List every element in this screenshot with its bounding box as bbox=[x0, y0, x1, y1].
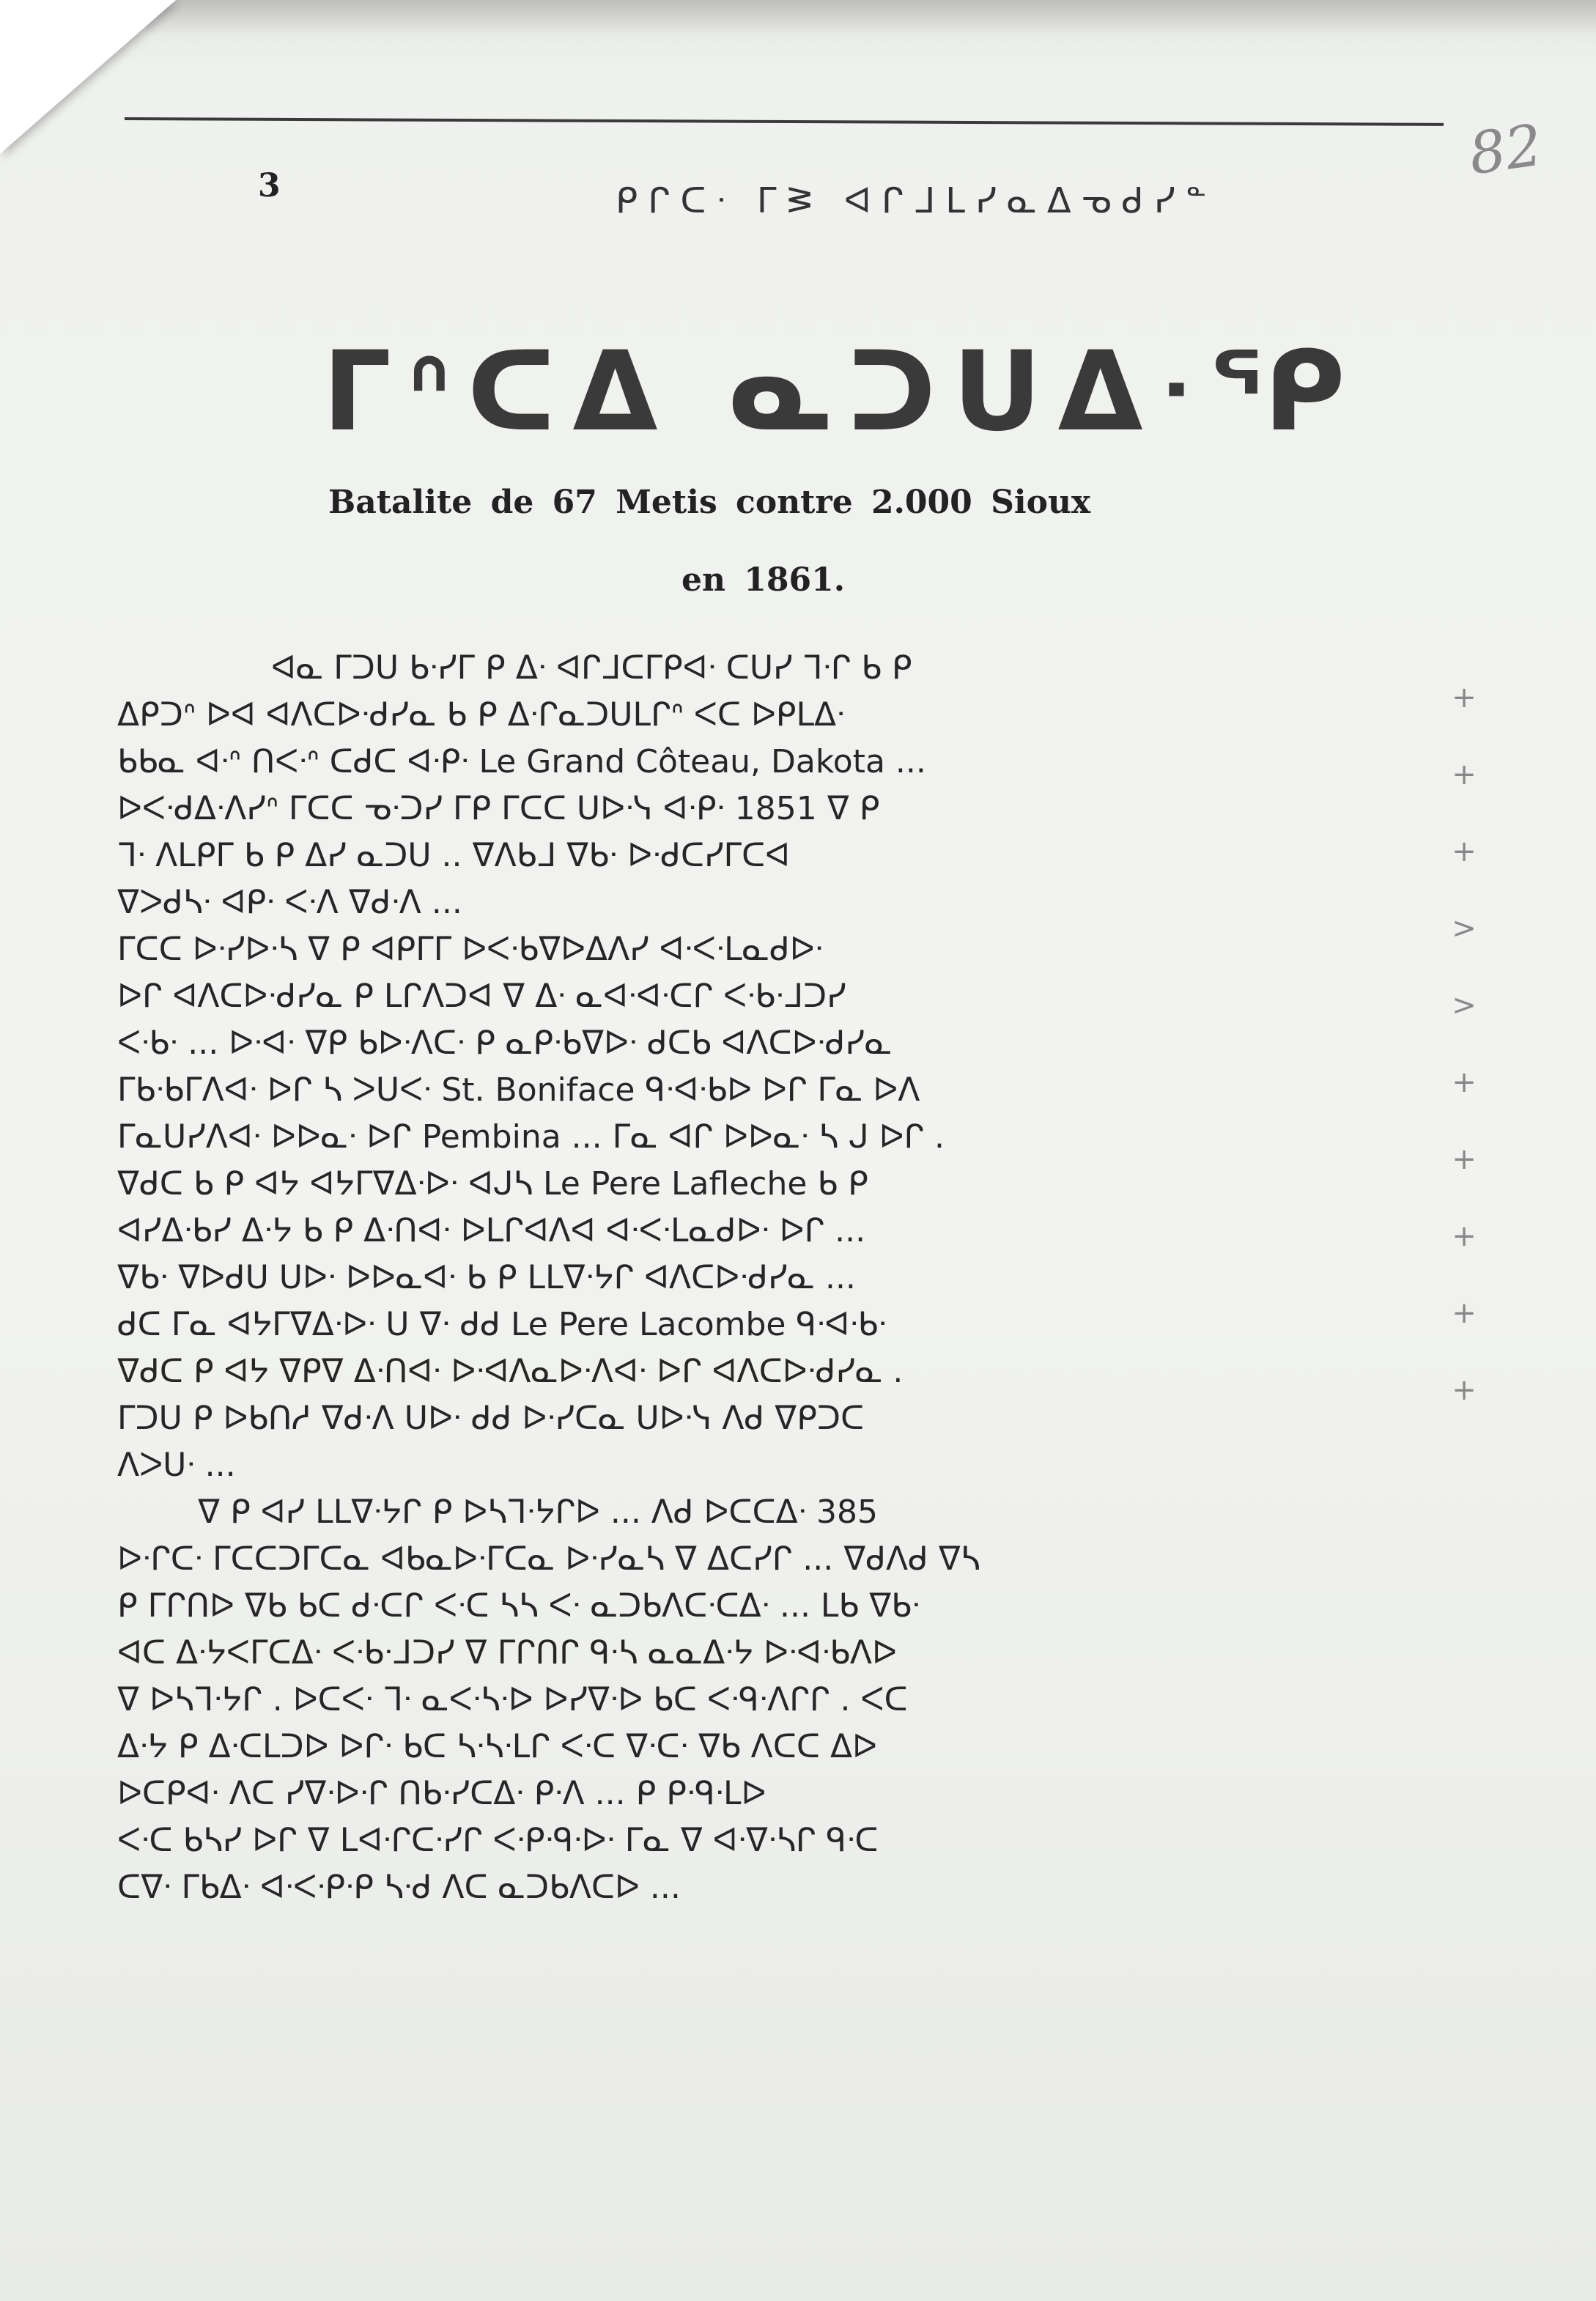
scan-shadow bbox=[147, 0, 1596, 37]
text-line: ᐅᑕᑭᐊᐧ ᐱᑕ ᓯᐁᐧᐅᐧᒋ ᑎᑲᐧᓯᑕᐃᐧ ᑭᐧᐱ ... ᑭ ᑭᐧᑫᐧᒪᐅ bbox=[117, 1775, 766, 1812]
text-line: ᐊᓯᐃᐧᑲᓯ ᐃᐧᔭ ᑲ ᑭ ᐃᐧᑎᐊᐧ ᐅᒪᒋᐊᐱᐊ ᐊᐧᐸᐧᒪᓇᑯᐅᐧ ᐅᒋ ... bbox=[117, 1212, 866, 1249]
text-line: ᐁᑲᐧ ᐁᐅᑯᑌ ᑌᐅᐧ ᐅᐅᓇᐊᐧ ᑲ ᑭ ᒪᒪᐁᐧᔭᒋ ᐊᐱᑕᐅᐧᑯᓯᓇ ... bbox=[117, 1259, 856, 1296]
handwritten-page-mark: 82 bbox=[1465, 112, 1547, 188]
text-line: ᐸᐧᑲᐧ ... ᐅᐧᐊᐧ ᐁᑭ ᑲᐅᐧᐱᑕᐧ ᑭ ᓇᑭᐧᑲᐁᐅᐧ ᑯᑕᑲ ᐊᐱᑕᐅᐧᑯᓯᓇ bbox=[117, 1024, 893, 1062]
page-number: 3 bbox=[258, 167, 281, 204]
margin-mark: + bbox=[1452, 1373, 1477, 1407]
text-line: ᒥᑕᑕ ᐅᐧᓯᐅᐧᓴ ᐁ ᑭ ᐊᑭᒥᒥ ᐅᐸᐧᑲᐁᐅᐃᐱᓯ ᐊᐧᐸᐧᒪᓇᑯᐅᐧ bbox=[117, 931, 823, 968]
text-line: ᐁᑯᑕ ᑲ ᑭ ᐊᔭ ᐊᔭᒥᐁᐃᐧᐅᐧ ᐊᒍᓴ Le Pere Lafleche ᑲ ᑭ bbox=[117, 1165, 868, 1203]
margin-mark: + bbox=[1452, 1219, 1477, 1253]
margin-mark: + bbox=[1452, 1296, 1477, 1330]
margin-mark: > bbox=[1452, 912, 1477, 945]
margin-mark: + bbox=[1452, 1142, 1477, 1176]
article-subtitle-date: en 1861. bbox=[681, 561, 846, 599]
text-line: ᐅᐧᒋᑕᐧ ᒥᑕᑕᑐᒥᑕᓇ ᐊᑲᓇᐅᐧᒥᑕᓇ ᐅᐧᓯᓇᓴ ᐁ ᐃᑕᓯᒋ ... ᐁᑯᐱᑯ ᐁᓴ bbox=[117, 1540, 980, 1578]
article-body bbox=[117, 645, 1407, 1911]
text-line: ᐁᑯᑕ ᑭ ᐊᔭ ᐁᑭᐁ ᐃᐧᑎᐊᐧ ᐅᐧᐊᐱᓇᐅᐧᐱᐊᐧ ᐅᒋ ᐊᐱᑕᐅᐧᑯᓯᓇ . bbox=[117, 1353, 904, 1390]
text-line: ᒣᐧ ᐱᒪᑭᒥ ᑲ ᑭ ᐃᓯ ᓇᑐᑌ .. ᐁᐱᑲᒧ ᐁᑲᐧ ᐅᐧᑯᑕᓯᒥᑕᐊ bbox=[117, 837, 791, 874]
text-line: ᒥᑐᑌ ᑭ ᐅᑲᑎᓱ ᐁᑯᐧᐱ ᑌᐅᐧ ᑯᑯ ᐅᐧᓯᑕᓇ ᑌᐅᐧᓭ ᐱᑯ ᐁᑭᑐᑕ bbox=[117, 1400, 865, 1437]
margin-marks bbox=[1442, 660, 1486, 1429]
paragraph bbox=[117, 926, 1407, 1489]
text-line: ᐃᐧᔭ ᑭ ᐃᐧᑕᒪᑐᐅ ᐅᒋᐧ ᑲᑕ ᓴᐧᓴᐧᒪᒋ ᐸᐧᑕ ᐁᐧᑕᐧ ᐁᑲ ᐱᑕᑕ ᐃᐅ bbox=[117, 1728, 877, 1765]
text-line: ᑕᐁᐧ ᒥᑲᐃᐧ ᐊᐧᐸᐧᑭᐧᑭ ᓴᐧᑯ ᐱᑕ ᓇᑐᑲᐱᑕᐅ ... bbox=[117, 1869, 681, 1906]
article-subtitle: Batalite de 67 Metis contre 2.000 Sioux bbox=[328, 484, 1091, 521]
text-line: ᐁᐳᑯᓴᐧ ᐊᑭᐧ ᐸᐧᐱ ᐁᑯᐧᐱ ... bbox=[117, 884, 462, 921]
text-line: ᑭ ᒥᒋᑎᐅ ᐁᑲ ᑲᑕ ᑯᐧᑕᒋ ᐸᐧᑕ ᓴᓴ ᐸᐧ ᓇᑐᑲᐱᑕᐧᑕᐃᐧ ... ᒪᑲ ᐁᑲᐧ bbox=[117, 1587, 920, 1625]
article-title: ᒥᐢᑕᐃ ᓇᑐᑌᐃᐧᕿ bbox=[322, 328, 1362, 456]
text-line: ᐅᒋ ᐊᐱᑕᐅᐧᑯᓯᓇ ᑭ ᒪᒋᐱᑐᐊ ᐁ ᐃᐧ ᓇᐊᐧᐊᐧᑕᒋ ᐸᐧᑲᐧᒧᑐᓯ bbox=[117, 978, 846, 1015]
text-line: ᑲᑲᓇ ᐊᐧᐢ ᑎᐸᐧᐢ ᑕᑯᑕ ᐊᐧᑭᐧ Le Grand Côteau, Dakota ... bbox=[117, 743, 926, 780]
paragraph bbox=[117, 1489, 1407, 1911]
text-line: ᐊᑕ ᐃᐧᔭᐸᒥᑕᐃᐧ ᐸᐧᑲᐧᒧᑐᓯ ᐁ ᒥᒋᑎᒋ ᑫᐧᓴ ᓇᓇᐃᐧᔭ ᐅᐧᐊᐧᑲᐱᐅ bbox=[117, 1634, 897, 1672]
margin-mark: + bbox=[1452, 835, 1477, 868]
folded-corner bbox=[0, 0, 176, 154]
paragraph bbox=[117, 645, 1407, 926]
text-line: ᐸᐧᑕ ᑲᓴᓯ ᐅᒋ ᐁ ᒪᐊᐧᒋᑕᐧᓯᒋ ᐸᐧᑭᐧᑫᐧᐅᐧ ᒥᓇ ᐁ ᐊᐧᐁᐧᓴᒋ ᑫᐧᑕ bbox=[117, 1822, 879, 1859]
margin-mark: + bbox=[1452, 1065, 1477, 1099]
margin-mark: + bbox=[1452, 681, 1477, 714]
text-line: ᐁ ᑭ ᐊᓯ ᒪᒪᐁᐧᔭᒋ ᑭ ᐅᓴᒣᐧᔭᒋᐅ ... ᐱᑯ ᐅᑕᑕᐃᐧ 385 bbox=[198, 1493, 878, 1531]
text-line: ᐁ ᐅᓴᒣᐧᔭᒋ . ᐅᑕᐸᐧ ᒣᐧ ᓇᐸᐧᓴᐧᐅ ᐅᓯᐁᐧᐅ ᑲᑕ ᐸᐧᑫᐧᐱᒋᒋ . ᐸᑕ bbox=[117, 1681, 908, 1718]
text-line: ᐃᑭᑐᐢ ᐅᐊ ᐊᐱᑕᐅᐧᑯᓯᓇ ᑲ ᑭ ᐃᐧᒋᓇᑐᑌᒪᒋᐢ ᐸᑕ ᐅᑭᒪᐃᐧ bbox=[117, 696, 845, 734]
text-line: ᒥᓇᑌᓯᐱᐊᐧ ᐅᐅᓇᐧ ᐅᒋ Pembina ... ᒥᓇ ᐊᒋ ᐅᐅᓇᐧ ᓴ ᒍ ᐅᒋ . bbox=[117, 1118, 945, 1156]
running-head: ᑭᒋᑕᐧ ᒥᕒ ᐊᒋᒧᒪᓯᓇᐃᓀᑯᓯᓐ bbox=[616, 180, 1217, 221]
header-rule bbox=[125, 117, 1444, 126]
text-line: ᐊᓇ ᒥᑐᑌ ᑲᐧᓯᒥ ᑭ ᐃᐧ ᐊᒋᒧᑕᒥᑭᐊᐧ ᑕᑌᓯ ᒣᐧᒋ ᑲ ᑭ bbox=[271, 649, 912, 687]
text-line: ᐅᐸᐧᑯᐃᐧᐱᓯᐢ ᒥᑕᑕ ᓀᐧᑐᓯ ᒥᑭ ᒥᑕᑕ ᑌᐅᐧᓭ ᐊᐧᑭᐧ 1851 ᐁ ᑭ bbox=[117, 790, 880, 827]
text-line: ᒥᑲᐧᑲᒥᐱᐊᐧ ᐅᒋ ᓴ ᐳᑌᐸᐧ St. Boniface ᑫᐧᐊᐧᑲᐅ ᐅᒋ ᒥᓇ ᐅᐱ bbox=[117, 1071, 920, 1109]
margin-mark: > bbox=[1452, 989, 1477, 1022]
text-line: ᐱᐳᑌᐧ ... bbox=[117, 1447, 236, 1484]
margin-mark: + bbox=[1452, 758, 1477, 791]
text-line: ᑯᑕ ᒥᓇ ᐊᔭᒥᐁᐃᐧᐅᐧ ᑌ ᐁᐧ ᑯᑯ Le Pere Lacombe ᑫᐧᐊᐧᑲᐧ bbox=[117, 1306, 887, 1343]
